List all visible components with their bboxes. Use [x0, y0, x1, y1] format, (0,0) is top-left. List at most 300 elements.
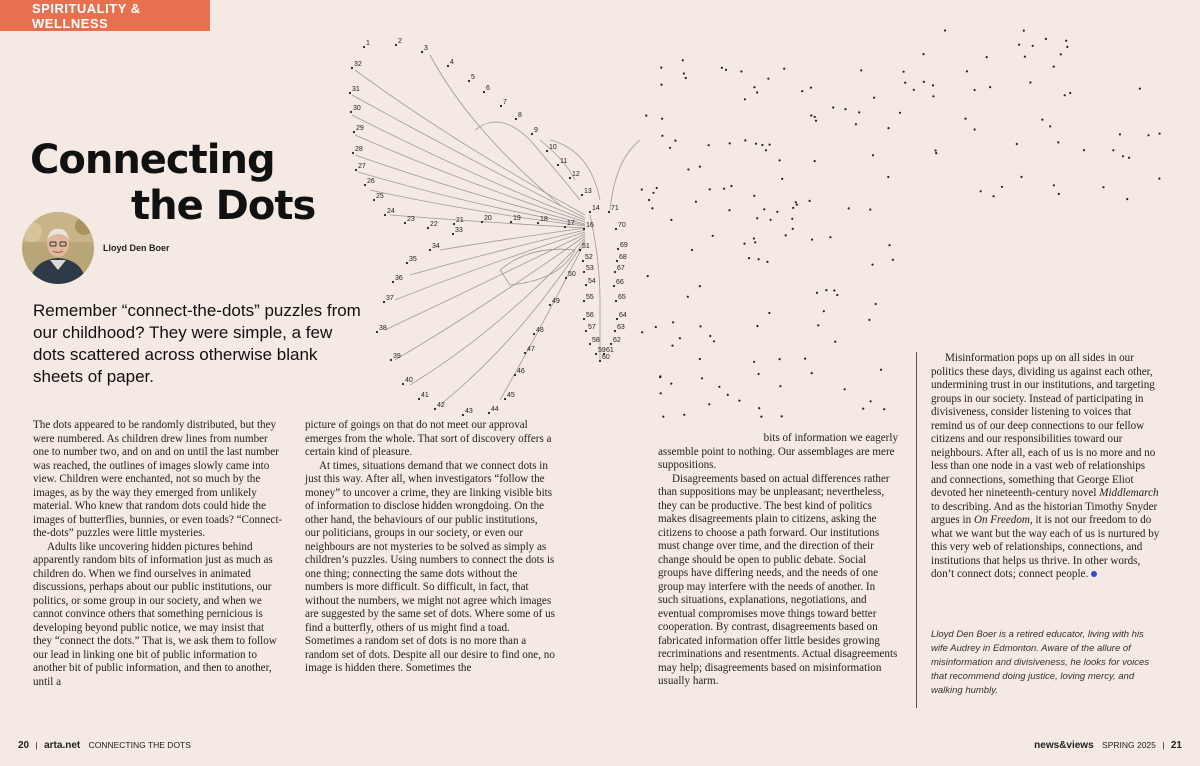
scatter-dot: [1060, 53, 1062, 55]
scatter-dot: [655, 326, 657, 328]
scatter-dot: [699, 358, 701, 360]
dot-number-labels: [352, 38, 628, 415]
scatter-dot: [817, 324, 819, 326]
scatter-dot: [761, 144, 763, 146]
numbered-dot: [468, 80, 470, 82]
numbered-dot: [462, 414, 464, 416]
dot-number: 21: [456, 217, 464, 224]
scatter-dot: [713, 340, 715, 342]
scatter-dot: [781, 415, 783, 417]
dot-number: 52: [585, 254, 593, 261]
scatter-dot: [825, 289, 827, 291]
numbered-dot: [500, 105, 502, 107]
numbered-dot: [429, 249, 431, 251]
scatter-dot: [1069, 92, 1071, 94]
scatter-dot: [756, 91, 758, 93]
scatter-dot: [683, 414, 685, 416]
dot-number: 67: [617, 265, 625, 272]
scatter-dot: [913, 89, 915, 91]
numbered-dot: [383, 301, 385, 303]
dot-number: 24: [387, 208, 395, 215]
scatter-dot: [836, 294, 838, 296]
body-column-1: [33, 419, 285, 689]
scatter-dot: [811, 372, 813, 374]
dot-number: 28: [355, 146, 363, 153]
dot-number: 65: [618, 294, 626, 301]
footer-left: 20 | arta.net CONNECTING THE DOTS: [18, 740, 191, 751]
scatter-dot: [832, 106, 834, 108]
scatter-dot: [753, 195, 755, 197]
numbered-dot: [514, 374, 516, 376]
numbered-dot: [569, 177, 571, 179]
numbered-dot: [376, 331, 378, 333]
dot-number: 37: [386, 295, 394, 302]
dot-number: 55: [586, 294, 594, 301]
scatter-dot: [989, 86, 991, 88]
outline-stroke: [540, 140, 575, 180]
scatter-dot: [1024, 56, 1026, 58]
dot-number: 33: [455, 227, 463, 234]
numbered-dot: [350, 111, 352, 113]
numbered-dot: [583, 228, 585, 230]
dot-number: 49: [552, 298, 560, 305]
numbered-dot: [583, 271, 585, 273]
dot-number: 40: [405, 377, 413, 384]
scatter-dot: [723, 188, 725, 190]
dot-number: 5: [471, 74, 475, 81]
footer-right: news&views SPRING 2025 | 21: [1034, 740, 1182, 751]
scatter-dot: [795, 201, 797, 203]
scatter-dot: [645, 115, 647, 117]
scatter-dot: [811, 239, 813, 241]
dot-number: 2: [398, 38, 402, 45]
scatter-dot: [1126, 198, 1128, 200]
scatter-dot: [708, 403, 710, 405]
scatter-dot: [823, 310, 825, 312]
scatter-dot: [1064, 94, 1066, 96]
scatter-dot: [758, 407, 760, 409]
scatter-dot: [725, 69, 727, 71]
scatter-dot: [1158, 178, 1160, 180]
numbered-dot: [531, 133, 533, 135]
scatter-dot: [1159, 133, 1161, 135]
scatter-dot: [935, 152, 937, 154]
scatter-dot: [1122, 155, 1124, 157]
scatter-dot: [785, 234, 787, 236]
scatter-dot: [740, 70, 742, 72]
scatter-dot: [862, 408, 864, 410]
numbered-dot: [583, 318, 585, 320]
scatter-dot: [869, 209, 871, 211]
section-tag: SPIRITUALITY & WELLNESS: [0, 0, 210, 31]
numbered-dot: [452, 233, 454, 235]
numbered-dot: [364, 184, 366, 186]
dot-number: 69: [620, 242, 628, 249]
scatter-dot: [1020, 176, 1022, 178]
scatter-dot: [974, 128, 976, 130]
scatter-dot: [662, 416, 664, 418]
numbered-dot: [613, 285, 615, 287]
numbered-dot: [481, 221, 483, 223]
dot-number: 41: [421, 392, 429, 399]
scatter-dot: [712, 235, 714, 237]
numbered-dot: [614, 271, 616, 273]
scatter-dot: [648, 199, 650, 201]
scatter-dot: [683, 72, 685, 74]
dot-number: 59: [598, 347, 606, 354]
outline-stroke: [440, 240, 585, 405]
scatter-dot: [738, 400, 740, 402]
scatter-dot: [685, 77, 687, 79]
dot-number: 63: [617, 324, 625, 331]
numbered-dot: [434, 408, 436, 410]
numbered-dot: [390, 359, 392, 361]
scatter-dot: [758, 373, 760, 375]
scatter-dot: [923, 81, 925, 83]
dot-number: 38: [379, 325, 387, 332]
scatter-dot: [810, 87, 812, 89]
scatter-dot: [660, 67, 662, 69]
outline-stroke: [358, 172, 585, 225]
dot-number: 58: [592, 337, 600, 344]
scatter-dot: [870, 400, 872, 402]
issue-label: SPRING 2025: [1102, 740, 1156, 750]
paragraph-fragment: bits of information we eagerly: [763, 432, 898, 444]
numbered-dot: [352, 152, 354, 154]
numbered-dot: [616, 318, 618, 320]
numbered-dot: [583, 300, 585, 302]
scatter-dot: [892, 259, 894, 261]
scatter-dot: [748, 257, 750, 259]
scatter-dot: [792, 207, 794, 209]
outline-stroke: [352, 115, 585, 220]
scatter-dot: [682, 59, 684, 61]
numbered-dot: [351, 67, 353, 69]
scatter-dot: [669, 147, 671, 149]
scatter-dot: [672, 321, 674, 323]
scatter-dot: [670, 383, 672, 385]
scatter-dot: [935, 149, 937, 151]
dot-number: 18: [540, 216, 548, 223]
scatter-dot: [815, 120, 817, 122]
page-number-right: 21: [1170, 740, 1182, 751]
scatter-dot: [756, 217, 758, 219]
scatter-dot: [880, 369, 882, 371]
scatter-dot: [670, 219, 672, 221]
outline-stroke: [385, 234, 585, 330]
scatter-dot: [753, 86, 755, 88]
scatter-dot: [687, 296, 689, 298]
paragraph: picture of goings on that do not meet our approval emerges from the whole. That sort of discovery offers a certain kind of pleasure.: [305, 419, 552, 458]
numbered-dot: [488, 412, 490, 414]
numbered-dot: [524, 352, 526, 354]
scatter-dot: [783, 68, 785, 70]
numbered-dot: [395, 44, 397, 46]
scatter-dot: [660, 84, 662, 86]
numbered-dot: [589, 211, 591, 213]
scatter-dot: [1065, 40, 1067, 42]
scatter-dot: [875, 303, 877, 305]
dot-number: 9: [534, 127, 538, 134]
scatter-dot: [1147, 134, 1149, 136]
scatter-dot: [652, 192, 654, 194]
scatter-dot: [766, 261, 768, 263]
scatter-dot: [1041, 119, 1043, 121]
dot-number: 26: [367, 178, 375, 185]
dot-number: 20: [484, 215, 492, 222]
numbered-dot: [447, 65, 449, 67]
dot-number: 4: [450, 59, 454, 66]
dot-number: 8: [518, 112, 522, 119]
dot-number: 47: [527, 346, 535, 353]
scatter-dot: [844, 108, 846, 110]
scatter-dot: [659, 376, 661, 378]
dot-number: 29: [356, 125, 364, 132]
dot-number: 13: [584, 188, 592, 195]
scatter-dot: [873, 97, 875, 99]
dot-number: 12: [572, 171, 580, 178]
scatter-dot: [755, 143, 757, 145]
numbered-dot: [615, 228, 617, 230]
numbered-dot: [608, 211, 610, 213]
scatter-dot: [765, 149, 767, 151]
scatter-dot: [903, 71, 905, 73]
scatter-dot: [814, 116, 816, 118]
scatter-dot: [641, 331, 643, 333]
scatter-dot: [779, 159, 781, 161]
scatter-dot: [641, 188, 643, 190]
scatter-dot: [1053, 66, 1055, 68]
scatter-dot: [986, 56, 988, 58]
scatter-dot: [1058, 193, 1060, 195]
scatter-dot: [779, 358, 781, 360]
paragraph: Misinformation pops up on all sides in our politics these days, dividing us against each other, undermining trust in our institutions, and targeting groups in our society. Instead of participating in divisiveness, consider listening to voices that remind us of our deep connections to our fellow citizens and our responsibilities toward our neighbours. After all, each of us is no more and no less than one node in a vast web of relationships and connections, something that George Eliot devoted her nineteenth-century novel Middlemarch to describing. And as the historian Timothy Snyder argues in On Freedom, it is not our freedom to do what we want but the way each of us is nurtured by this very web of relationships, connections, and institutions that helps us thrive. In other words, don’t connect dots; connect people.: [931, 352, 1160, 580]
scatter-dot: [1018, 44, 1020, 46]
scatter-dot: [887, 176, 889, 178]
site-link[interactable]: arta.net: [44, 740, 81, 751]
numbered-dot: [483, 91, 485, 93]
scatter-dot: [791, 218, 793, 220]
dot-number: 66: [616, 279, 624, 286]
scatter-dot: [760, 416, 762, 418]
page-number-left: 20: [18, 740, 30, 751]
numbered-dot: [453, 223, 455, 225]
publication-name: news&views: [1034, 740, 1094, 751]
dot-number: 1: [366, 40, 370, 47]
dot-number: 32: [354, 61, 362, 68]
scatter-dot: [844, 388, 846, 390]
scatter-dot: [871, 264, 873, 266]
scatter-dot: [899, 112, 901, 114]
numbered-dot: [355, 169, 357, 171]
scatter-dot: [868, 319, 870, 321]
dot-number: 23: [407, 216, 415, 223]
scatter-dot: [804, 358, 806, 360]
body-column-2: [305, 419, 555, 676]
scatter-dot: [792, 228, 794, 230]
numbered-dot: [610, 343, 612, 345]
scatter-dot: [768, 312, 770, 314]
scatter-dot: [966, 70, 968, 72]
dot-number: 45: [507, 392, 515, 399]
scatter-dot: [1102, 186, 1104, 188]
numbered-dot: [349, 92, 351, 94]
numbered-dot: [406, 262, 408, 264]
numbered-dot: [565, 277, 567, 279]
dot-number: 11: [560, 158, 568, 165]
scatter-dot: [848, 207, 850, 209]
numbered-dot: [564, 226, 566, 228]
lead-paragraph: Remember “connect-the-dots” puzzles from our childhood? They were simple, a few dots scattered across otherwise blank sheets of paper.: [33, 301, 361, 386]
scatter-dot: [730, 185, 732, 187]
end-mark-icon: [1091, 571, 1097, 577]
scatter-dot: [944, 29, 946, 31]
scatter-dot: [980, 190, 982, 192]
scatter-dot: [974, 89, 976, 91]
dot-number: 17: [567, 220, 575, 227]
numbered-dot: [515, 118, 517, 120]
scatter-dot: [687, 168, 689, 170]
dot-number: 50: [568, 271, 576, 278]
dot-number: 48: [536, 327, 544, 334]
dot-number: 51: [582, 243, 590, 250]
scatter-dot: [1023, 30, 1025, 32]
dot-number: 64: [619, 312, 627, 319]
scatter-dot: [651, 207, 653, 209]
numbered-dot: [599, 360, 601, 362]
dot-number: 57: [588, 324, 596, 331]
scatter-dot: [1083, 149, 1085, 151]
numbered-dot: [418, 398, 420, 400]
numbered-dot: [616, 260, 618, 262]
dot-number: 60: [602, 354, 610, 361]
scatter-dot: [860, 69, 862, 71]
scatter-dot: [699, 166, 701, 168]
paragraph: Disagreements based on actual differences rather than suppositions may be unpleasant; nevertheless, they can be productive. The best kind of politics makes disagreements plain to citizens, asking the citizens to choose a path forward. Our institutions must change over time, and the direction of their change should be open to public debate. Social groups have differing needs, and the needs of one group may interfere with the needs of another. In such situations, explanations, negotiations, and eventual compromises move things toward better cooperation. By contrast, disagreements based on fabricated information offer little besides growing recriminations and resentments. Actual disagreements may help; disagreements based on misinformation usually harm.: [658, 472, 898, 687]
scatter-dot: [1128, 157, 1130, 159]
numbered-dot: [615, 300, 617, 302]
scatter-dot: [767, 78, 769, 80]
dot-number: 42: [437, 402, 445, 409]
author-bio: Lloyd Den Boer is a retired educator, living with his wife Audrey in Edmonton. Aware of the allure of misinformation and divisiveness, he looks for voices that recommend doing justice, loving mercy, and walking humbly.: [931, 629, 1150, 696]
numbered-dot: [363, 46, 365, 48]
scatter-dot: [753, 237, 755, 239]
scatter-dot: [1139, 88, 1141, 90]
scatter-dot: [729, 142, 731, 144]
scatter-dot: [701, 377, 703, 379]
scatter-dot: [708, 144, 710, 146]
scatter-dot: [754, 241, 756, 243]
scatter-dot: [709, 335, 711, 337]
scatter-dot: [661, 118, 663, 120]
scatter-dot: [647, 275, 649, 277]
scatter-dot: [699, 285, 701, 287]
scatter-dot: [779, 385, 781, 387]
scatter-dot: [993, 195, 995, 197]
dot-number: 6: [486, 85, 490, 92]
numbered-dot: [582, 260, 584, 262]
numbered-dot: [510, 221, 512, 223]
dot-number: 25: [376, 193, 384, 200]
scatter-dot: [855, 123, 857, 125]
scatter-dot: [744, 139, 746, 141]
scatter-dot: [758, 258, 760, 260]
numbered-dot: [353, 131, 355, 133]
scatter-dot: [1045, 38, 1047, 40]
footer-article-title: CONNECTING THE DOTS: [88, 740, 191, 750]
scatter-dot: [809, 200, 811, 202]
paragraph: The dots appeared to be randomly distributed, but they were numbered. As children drew lines from number one to number two, and on and on until the last number was reached, the outlines of images slowly came into view. Children were enchanted, not so much by the images, as by the way they emerged from unlikely material. Who knew that random dots could hide the images of butterflies, bunnies, or even toads? “Connect-the-dots” puzzles were little mysteries.: [33, 419, 283, 539]
dot-number: 62: [613, 337, 621, 344]
scatter-dot: [656, 187, 658, 189]
author-name: Lloyd Den Boer: [103, 243, 170, 253]
numbered-dot: [617, 248, 619, 250]
numbered-dot: [614, 330, 616, 332]
paragraph: Adults like uncovering hidden pictures behind apparently random bits of information just as much as children do. When we find ourselves in animated discussions, perhaps about our public institutions, our politics, or some group in our society, and when we cannot convince others that something pernicious is developing beyond public notice, we may insist that they “connect the dots.” That is, we ask them to follow our lead in linking one bit of public information to another bit of public information, and then to another, until a: [33, 540, 277, 688]
scatter-dot: [1066, 46, 1068, 48]
numbered-dot: [581, 194, 583, 196]
numbered-dot: [421, 51, 423, 53]
scatter-dot: [776, 211, 778, 213]
scatter-dot: [1001, 186, 1003, 188]
scatter-dot: [1029, 81, 1031, 83]
scatter-dot: [796, 204, 798, 206]
scatter-dot: [883, 408, 885, 410]
scatter-dot: [904, 82, 906, 84]
scatter-dot: [709, 188, 711, 190]
dot-number: 36: [395, 275, 403, 282]
scatter-dot: [816, 292, 818, 294]
author-photo: [22, 212, 94, 284]
outline-stroke: [550, 140, 600, 200]
outline-stroke: [610, 140, 640, 210]
scatter-dot: [1049, 125, 1051, 127]
scatter-dot: [743, 243, 745, 245]
scatter-dot: [872, 154, 874, 156]
numbered-dot: [549, 304, 551, 306]
scatter-dot: [932, 84, 934, 86]
dot-number: 44: [491, 406, 499, 413]
outline-stroke: [410, 230, 585, 275]
scatter-dot: [964, 118, 966, 120]
scatter-dot: [781, 178, 783, 180]
dot-number: 35: [409, 256, 417, 263]
scatter-dot: [695, 201, 697, 203]
scatter-dot: [887, 127, 889, 129]
body-column-4: [917, 352, 1160, 582]
scatter-dot: [833, 289, 835, 291]
scatter-dot: [932, 95, 934, 97]
numbered-dot: [585, 284, 587, 286]
scatter-dot: [727, 394, 729, 396]
scatter-dot: [674, 140, 676, 142]
dot-number: 10: [549, 144, 557, 151]
numbered-dot: [373, 199, 375, 201]
scatter-dot: [858, 111, 860, 113]
dot-number: 39: [393, 353, 401, 360]
dot-number: 46: [517, 368, 525, 375]
paragraph: At times, situations demand that we connect dots in just this way. After all, when investigators “follow the money” to uncover a crime, they are linking visible bits of information to disclose hidden wrongdoing. On the other hand, the behaviours of our public institutions, our politicians, groups in our society, or even our neighbours are not mysteries to be solved as simply as children’s puzzles. Using numbers to connect the dots is one thing; connecting the same dots without the numbers is more difficult. So difficult, in fact, that without the numbers, we might not agree which images are suggested by the same set of dots. Where some of us find a butterfly, others of us might find a toad. Sometimes a random set of dots is no more than a random set of dots. Despite all our desire to find one, no image is hidden there. Sometimes the: [305, 459, 555, 674]
scatter-dot: [1016, 143, 1018, 145]
title-line-2: the Dots: [131, 183, 316, 229]
scatter-dot: [801, 90, 803, 92]
scatter-dot: [679, 337, 681, 339]
scatter-dot: [691, 249, 693, 251]
dot-number: 14: [592, 205, 600, 212]
numbered-dot: [392, 281, 394, 283]
scatter-dot: [769, 144, 771, 146]
numbered-dot: [557, 164, 559, 166]
